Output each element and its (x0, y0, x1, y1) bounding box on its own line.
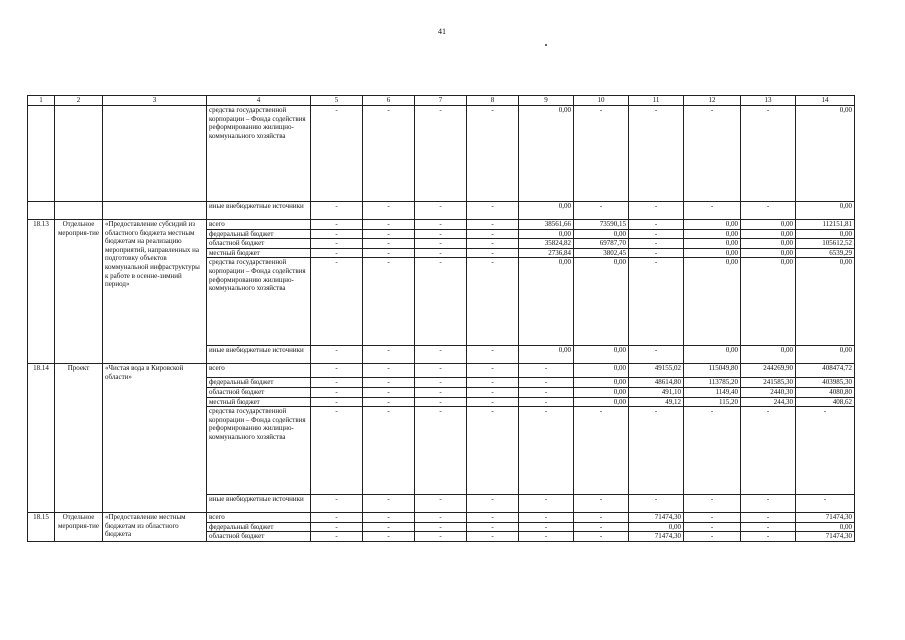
column-number: 5 (311, 96, 363, 106)
amount-cell: - (741, 522, 796, 532)
item-name: «Предоставление местным бюджетам из областного бюджета (103, 513, 207, 542)
amount-cell: - (467, 532, 519, 542)
amount-cell: - (684, 495, 741, 513)
column-number: 14 (796, 96, 855, 106)
amount-cell: - (311, 522, 363, 532)
amount-cell: - (311, 258, 363, 346)
column-number: 9 (519, 96, 574, 106)
amount-cell: 49,12 (629, 397, 684, 407)
amount-cell: - (363, 407, 415, 495)
amount-cell: - (467, 522, 519, 532)
amount-cell: - (363, 364, 415, 378)
amount-cell: 0,00 (574, 378, 629, 388)
amount-cell: - (311, 248, 363, 258)
amount-cell: 244,30 (741, 397, 796, 407)
column-number: 2 (55, 96, 103, 106)
amount-cell: 71474,30 (796, 532, 855, 542)
amount-cell: - (519, 387, 574, 397)
amount-cell: 0,00 (519, 346, 574, 364)
amount-cell: 0,00 (796, 202, 855, 220)
amount-cell: 0,00 (574, 229, 629, 239)
table-row (28, 364, 855, 378)
amount-cell: - (415, 378, 467, 388)
amount-cell: - (629, 258, 684, 346)
amount-cell: 408,62 (796, 397, 855, 407)
amount-cell: - (415, 397, 467, 407)
amount-cell: - (415, 202, 467, 220)
amount-cell: - (363, 387, 415, 397)
amount-cell: - (741, 513, 796, 523)
amount-cell: - (629, 346, 684, 364)
amount-cell: - (415, 513, 467, 523)
amount-cell: - (741, 532, 796, 542)
amount-cell: - (574, 202, 629, 220)
amount-cell: 403985,30 (796, 378, 855, 388)
amount-cell: - (467, 202, 519, 220)
amount-cell: 408474,72 (796, 364, 855, 378)
amount-cell: 115049,80 (684, 364, 741, 378)
amount-cell: - (415, 407, 467, 495)
amount-cell: 0,00 (741, 239, 796, 249)
funding-source: иные внебюджетные источники (207, 346, 311, 364)
amount-cell: 244269,90 (741, 364, 796, 378)
amount-cell: - (684, 202, 741, 220)
amount-cell: 491,10 (629, 387, 684, 397)
amount-cell: 0,00 (684, 258, 741, 346)
funding-source: средства государственной корпорации – Фонда содействия реформированию жилищно-коммунального хозяйства (207, 258, 311, 346)
amount-cell: - (415, 387, 467, 397)
funding-source: местный бюджет (207, 397, 311, 407)
amount-cell: - (741, 106, 796, 202)
amount-cell: - (467, 258, 519, 346)
amount-cell: - (363, 346, 415, 364)
amount-cell: - (311, 346, 363, 364)
column-number: 8 (467, 96, 519, 106)
table-row (28, 202, 855, 220)
column-number: 13 (741, 96, 796, 106)
funding-source: всего (207, 513, 311, 523)
item-type (55, 202, 103, 220)
amount-cell: - (684, 532, 741, 542)
amount-cell: - (311, 220, 363, 230)
amount-cell: 48614,80 (629, 378, 684, 388)
amount-cell: - (467, 378, 519, 388)
item-name: «Предоставление субсидий из областного бюджета местным бюджетам на реализацию мероприятий, направленных на подготовку объектов коммунальной инфраструктуры к работе в осенне-зимний период» (103, 220, 207, 364)
amount-cell: - (415, 239, 467, 249)
amount-cell: - (363, 397, 415, 407)
amount-cell: - (467, 106, 519, 202)
amount-cell: - (415, 220, 467, 230)
funding-source: федеральный бюджет (207, 522, 311, 532)
amount-cell: 0,00 (796, 258, 855, 346)
item-number: 18.14 (28, 364, 55, 513)
amount-cell: 0,00 (796, 346, 855, 364)
amount-cell: 3802,45 (574, 248, 629, 258)
item-type: Проект (55, 364, 103, 513)
amount-cell: - (363, 495, 415, 513)
item-number: 18.15 (28, 513, 55, 542)
amount-cell: - (519, 407, 574, 495)
amount-cell: 6539,29 (796, 248, 855, 258)
amount-cell: - (467, 346, 519, 364)
amount-cell: - (629, 239, 684, 249)
amount-cell: - (363, 513, 415, 523)
amount-cell: 38561,66 (519, 220, 574, 230)
item-name: «Чистая вода в Кировской области» (103, 364, 207, 513)
amount-cell: - (363, 248, 415, 258)
amount-cell: - (363, 229, 415, 239)
item-type: Отдельное мероприя-тие (55, 513, 103, 542)
funding-source: областной бюджет (207, 532, 311, 542)
amount-cell: 0,00 (684, 220, 741, 230)
funding-source: областной бюджет (207, 387, 311, 397)
amount-cell: 0,00 (519, 258, 574, 346)
amount-cell: 0,00 (574, 397, 629, 407)
amount-cell: 0,00 (796, 522, 855, 532)
amount-cell: - (519, 513, 574, 523)
amount-cell: - (311, 239, 363, 249)
amount-cell: - (629, 229, 684, 239)
funding-source: федеральный бюджет (207, 378, 311, 388)
amount-cell: 2440,30 (741, 387, 796, 397)
amount-cell: - (311, 364, 363, 378)
amount-cell: - (311, 202, 363, 220)
amount-cell: 0,00 (629, 522, 684, 532)
amount-cell: 0,00 (519, 106, 574, 202)
amount-cell: 0,00 (741, 346, 796, 364)
amount-cell: - (519, 378, 574, 388)
column-number: 7 (415, 96, 467, 106)
amount-cell: 71474,30 (629, 513, 684, 523)
amount-cell: - (684, 513, 741, 523)
amount-cell: - (415, 495, 467, 513)
amount-cell: 0,00 (684, 229, 741, 239)
column-number: 10 (574, 96, 629, 106)
column-number: 1 (28, 96, 55, 106)
amount-cell: - (467, 220, 519, 230)
amount-cell: - (574, 495, 629, 513)
funding-source: иные внебюджетные источники (207, 202, 311, 220)
amount-cell: - (574, 522, 629, 532)
amount-cell: - (311, 532, 363, 542)
amount-cell: - (311, 397, 363, 407)
amount-cell: - (363, 522, 415, 532)
amount-cell: - (467, 387, 519, 397)
amount-cell: - (467, 495, 519, 513)
amount-cell: - (467, 239, 519, 249)
amount-cell: - (363, 239, 415, 249)
amount-cell: - (519, 495, 574, 513)
amount-cell: - (741, 202, 796, 220)
amount-cell: - (467, 397, 519, 407)
amount-cell: - (519, 397, 574, 407)
amount-cell: - (629, 202, 684, 220)
amount-cell: - (311, 229, 363, 239)
amount-cell: - (415, 248, 467, 258)
amount-cell: - (363, 258, 415, 346)
amount-cell: 241585,30 (741, 378, 796, 388)
amount-cell: - (415, 364, 467, 378)
amount-cell: - (741, 407, 796, 495)
amount-cell: 69787,70 (574, 239, 629, 249)
amount-cell: 0,00 (741, 229, 796, 239)
amount-cell: - (574, 532, 629, 542)
amount-cell: - (796, 495, 855, 513)
funding-source: иные внебюджетные источники (207, 495, 311, 513)
amount-cell: - (311, 378, 363, 388)
amount-cell: - (363, 220, 415, 230)
amount-cell: 0,00 (741, 258, 796, 346)
amount-cell: - (415, 532, 467, 542)
amount-cell: 0,00 (684, 346, 741, 364)
amount-cell: 0,00 (574, 258, 629, 346)
amount-cell: - (415, 346, 467, 364)
item-type: Отдельное мероприя-тие (55, 220, 103, 364)
table-row (28, 220, 855, 230)
funding-source: областной бюджет (207, 239, 311, 249)
amount-cell: 105612,52 (796, 239, 855, 249)
amount-cell: - (684, 522, 741, 532)
amount-cell: - (467, 364, 519, 378)
amount-cell: 1149,40 (684, 387, 741, 397)
amount-cell: - (629, 407, 684, 495)
funding-source: всего (207, 220, 311, 230)
table-row (28, 106, 855, 202)
amount-cell: - (467, 229, 519, 239)
amount-cell: - (311, 407, 363, 495)
amount-cell: - (415, 522, 467, 532)
amount-cell: 0,00 (741, 220, 796, 230)
amount-cell: - (311, 106, 363, 202)
amount-cell: - (415, 106, 467, 202)
column-number: 4 (207, 96, 311, 106)
amount-cell: 112151,81 (796, 220, 855, 230)
item-number (28, 202, 55, 220)
item-name (103, 106, 207, 202)
amount-cell: 0,00 (741, 248, 796, 258)
amount-cell: - (415, 258, 467, 346)
amount-cell: - (574, 106, 629, 202)
amount-cell: 0,00 (684, 248, 741, 258)
amount-cell: - (311, 387, 363, 397)
amount-cell: 0,00 (574, 346, 629, 364)
column-number: 11 (629, 96, 684, 106)
amount-cell: 113785,20 (684, 378, 741, 388)
funding-source: средства государственной корпорации – Фонда содействия реформированию жилищно-коммунального хозяйства (207, 106, 311, 202)
amount-cell: - (741, 495, 796, 513)
amount-cell: 115,20 (684, 397, 741, 407)
amount-cell: - (311, 513, 363, 523)
amount-cell: 71474,30 (629, 532, 684, 542)
amount-cell: - (796, 407, 855, 495)
amount-cell: - (363, 532, 415, 542)
amount-cell: - (629, 106, 684, 202)
amount-cell: - (363, 202, 415, 220)
item-number (28, 106, 55, 202)
item-type (55, 106, 103, 202)
amount-cell: 0,00 (684, 239, 741, 249)
amount-cell: - (519, 532, 574, 542)
amount-cell: - (363, 106, 415, 202)
amount-cell: - (415, 229, 467, 239)
page-number: 41 (438, 27, 446, 36)
amount-cell: - (629, 220, 684, 230)
amount-cell: - (574, 407, 629, 495)
table-row (28, 513, 855, 523)
column-number: 6 (363, 96, 415, 106)
amount-cell: 71474,30 (796, 513, 855, 523)
amount-cell: 0,00 (796, 229, 855, 239)
amount-cell: 0,00 (574, 387, 629, 397)
funding-source: федеральный бюджет (207, 229, 311, 239)
amount-cell: - (467, 248, 519, 258)
amount-cell: - (629, 248, 684, 258)
budget-table (27, 95, 855, 542)
item-number: 18.13 (28, 220, 55, 364)
amount-cell: 73590,15 (574, 220, 629, 230)
amount-cell: - (467, 513, 519, 523)
amount-cell: 0,00 (519, 202, 574, 220)
scan-speck (545, 44, 547, 46)
column-number-row (28, 96, 855, 106)
amount-cell: 2736,84 (519, 248, 574, 258)
amount-cell: - (684, 106, 741, 202)
funding-source: всего (207, 364, 311, 378)
amount-cell: - (363, 378, 415, 388)
funding-source: местный бюджет (207, 248, 311, 258)
funding-source: средства государственной корпорации – Фонда содействия реформированию жилищно-коммунального хозяйства (207, 407, 311, 495)
amount-cell: 4080,80 (796, 387, 855, 397)
amount-cell: - (684, 407, 741, 495)
amount-cell: - (467, 407, 519, 495)
amount-cell: - (519, 522, 574, 532)
amount-cell: - (519, 364, 574, 378)
amount-cell: 0,00 (519, 229, 574, 239)
amount-cell: - (629, 495, 684, 513)
amount-cell: 0,00 (574, 364, 629, 378)
column-number: 3 (103, 96, 207, 106)
amount-cell: - (574, 513, 629, 523)
amount-cell: 0,00 (796, 106, 855, 202)
amount-cell: - (311, 495, 363, 513)
amount-cell: 49155,02 (629, 364, 684, 378)
amount-cell: 35824,82 (519, 239, 574, 249)
item-name (103, 202, 207, 220)
column-number: 12 (684, 96, 741, 106)
